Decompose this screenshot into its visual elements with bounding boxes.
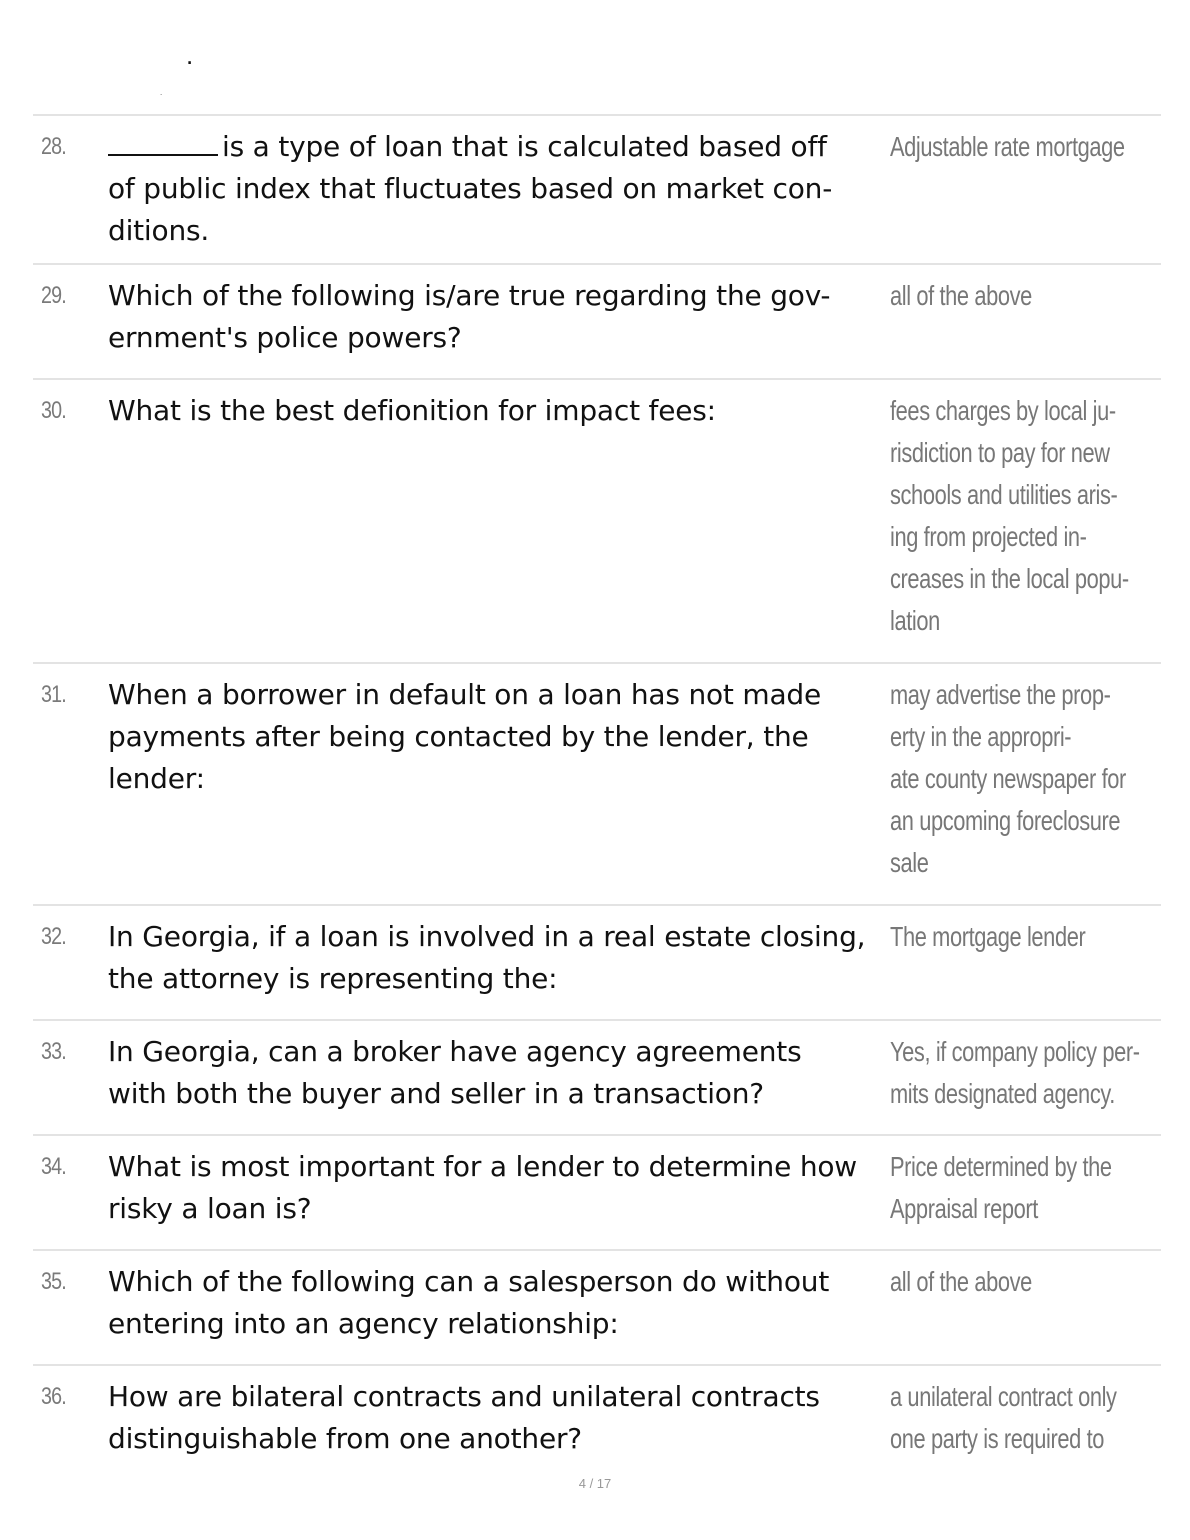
term-line: Which of the following is/are true regarding the gov-	[108, 279, 831, 312]
card-term	[108, 1146, 883, 1230]
term-line: ernment's police powers?	[108, 321, 462, 354]
card-definition	[890, 1031, 1147, 1115]
card-number: 31.	[41, 681, 66, 708]
definition-line: sale	[890, 847, 929, 878]
definition-line: may advertise the prop-	[890, 679, 1111, 710]
definition-line: all of the above	[890, 1266, 1032, 1297]
term-line: ditions.	[108, 214, 210, 247]
term-line: When a borrower in default on a loan has not made	[108, 678, 822, 711]
card-definition	[890, 1261, 1147, 1303]
term-line: entering into an agency relationship:	[108, 1307, 619, 1340]
term-line: lender:	[108, 762, 205, 795]
definition-line: fees charges by local ju-	[890, 395, 1116, 426]
definition-line: all of the above	[890, 280, 1032, 311]
card-definition	[890, 1376, 1147, 1460]
card-number: 29.	[41, 282, 66, 309]
definition-line: a unilateral contract only	[890, 1381, 1117, 1412]
card-number: 35.	[41, 1268, 66, 1295]
card-term	[108, 390, 883, 432]
flashcard-row	[33, 1366, 1161, 1476]
card-definition	[890, 390, 1147, 642]
card-term	[108, 1031, 883, 1115]
card-definition	[890, 916, 1147, 958]
card-definition	[890, 1146, 1147, 1230]
card-definition	[890, 674, 1147, 884]
flashcard-row	[33, 664, 1161, 906]
card-number: 32.	[41, 923, 66, 950]
card-number: 34.	[41, 1153, 66, 1180]
top-dot: .	[186, 40, 194, 70]
term-line: the attorney is representing the:	[108, 962, 558, 995]
term-line	[108, 126, 883, 168]
term-line: distinguishable from one another?	[108, 1422, 582, 1455]
card-term	[108, 1376, 883, 1460]
top-small-dot: .	[160, 88, 163, 97]
flashcard-list	[33, 114, 1161, 1476]
term-line: risky a loan is?	[108, 1192, 312, 1225]
card-term	[108, 275, 883, 359]
definition-line: Appraisal report	[890, 1193, 1038, 1224]
definition-line: creases in the local popu-	[890, 563, 1129, 594]
term-line: In Georgia, can a broker have agency agreements	[108, 1035, 802, 1068]
card-number: 30.	[41, 397, 66, 424]
definition-line: Adjustable rate mortgage	[890, 131, 1125, 162]
page-indicator: 4 / 17	[578, 1476, 612, 1491]
term-line: with both the buyer and seller in a transaction?	[108, 1077, 764, 1110]
definition-line: Price determined by the	[890, 1151, 1112, 1182]
term-line: In Georgia, if a loan is involved in a real estate closing,	[108, 920, 866, 953]
card-definition	[890, 275, 1147, 317]
card-term	[108, 916, 883, 1000]
definition-line: The mortgage lender	[890, 921, 1086, 952]
term-line-text: is a type of loan that is calculated based off	[222, 130, 827, 163]
flashcard-row	[33, 380, 1161, 664]
flashcard-row	[33, 265, 1161, 380]
definition-line: Yes, if company policy per-	[890, 1036, 1140, 1067]
term-line: What is the best defionition for impact fees:	[108, 394, 716, 427]
term-line: payments after being contacted by the lender, the	[108, 720, 809, 753]
card-term	[108, 674, 883, 800]
term-line: What is most important for a lender to determine how	[108, 1150, 858, 1183]
flashcard-row	[33, 906, 1161, 1021]
term-line: How are bilateral contracts and unilateral contracts	[108, 1380, 820, 1413]
flashcard-row	[33, 1021, 1161, 1136]
card-number: 28.	[41, 133, 66, 160]
definition-line: mits designated agency.	[890, 1078, 1115, 1109]
term-line: of public index that fluctuates based on market con-	[108, 172, 833, 205]
flashcard-row	[33, 1251, 1161, 1366]
card-definition	[890, 126, 1147, 168]
flashcard-row	[33, 116, 1161, 265]
definition-line: risdiction to pay for new	[890, 437, 1110, 468]
definition-line: ate county newspaper for	[890, 763, 1126, 794]
blank-underline	[108, 130, 218, 156]
card-number: 33.	[41, 1038, 66, 1065]
card-number: 36.	[41, 1383, 66, 1410]
definition-line: one party is required to	[890, 1423, 1105, 1454]
card-term	[108, 1261, 883, 1345]
definition-line: an upcoming foreclosure	[890, 805, 1121, 836]
definition-line: schools and utilities aris-	[890, 479, 1118, 510]
definition-line: erty in the appropri-	[890, 721, 1072, 752]
flashcard-row	[33, 1136, 1161, 1251]
card-term	[108, 126, 883, 252]
definition-line: lation	[890, 605, 940, 636]
definition-line: ing from projected in-	[890, 521, 1087, 552]
term-line: Which of the following can a salesperson do without	[108, 1265, 830, 1298]
